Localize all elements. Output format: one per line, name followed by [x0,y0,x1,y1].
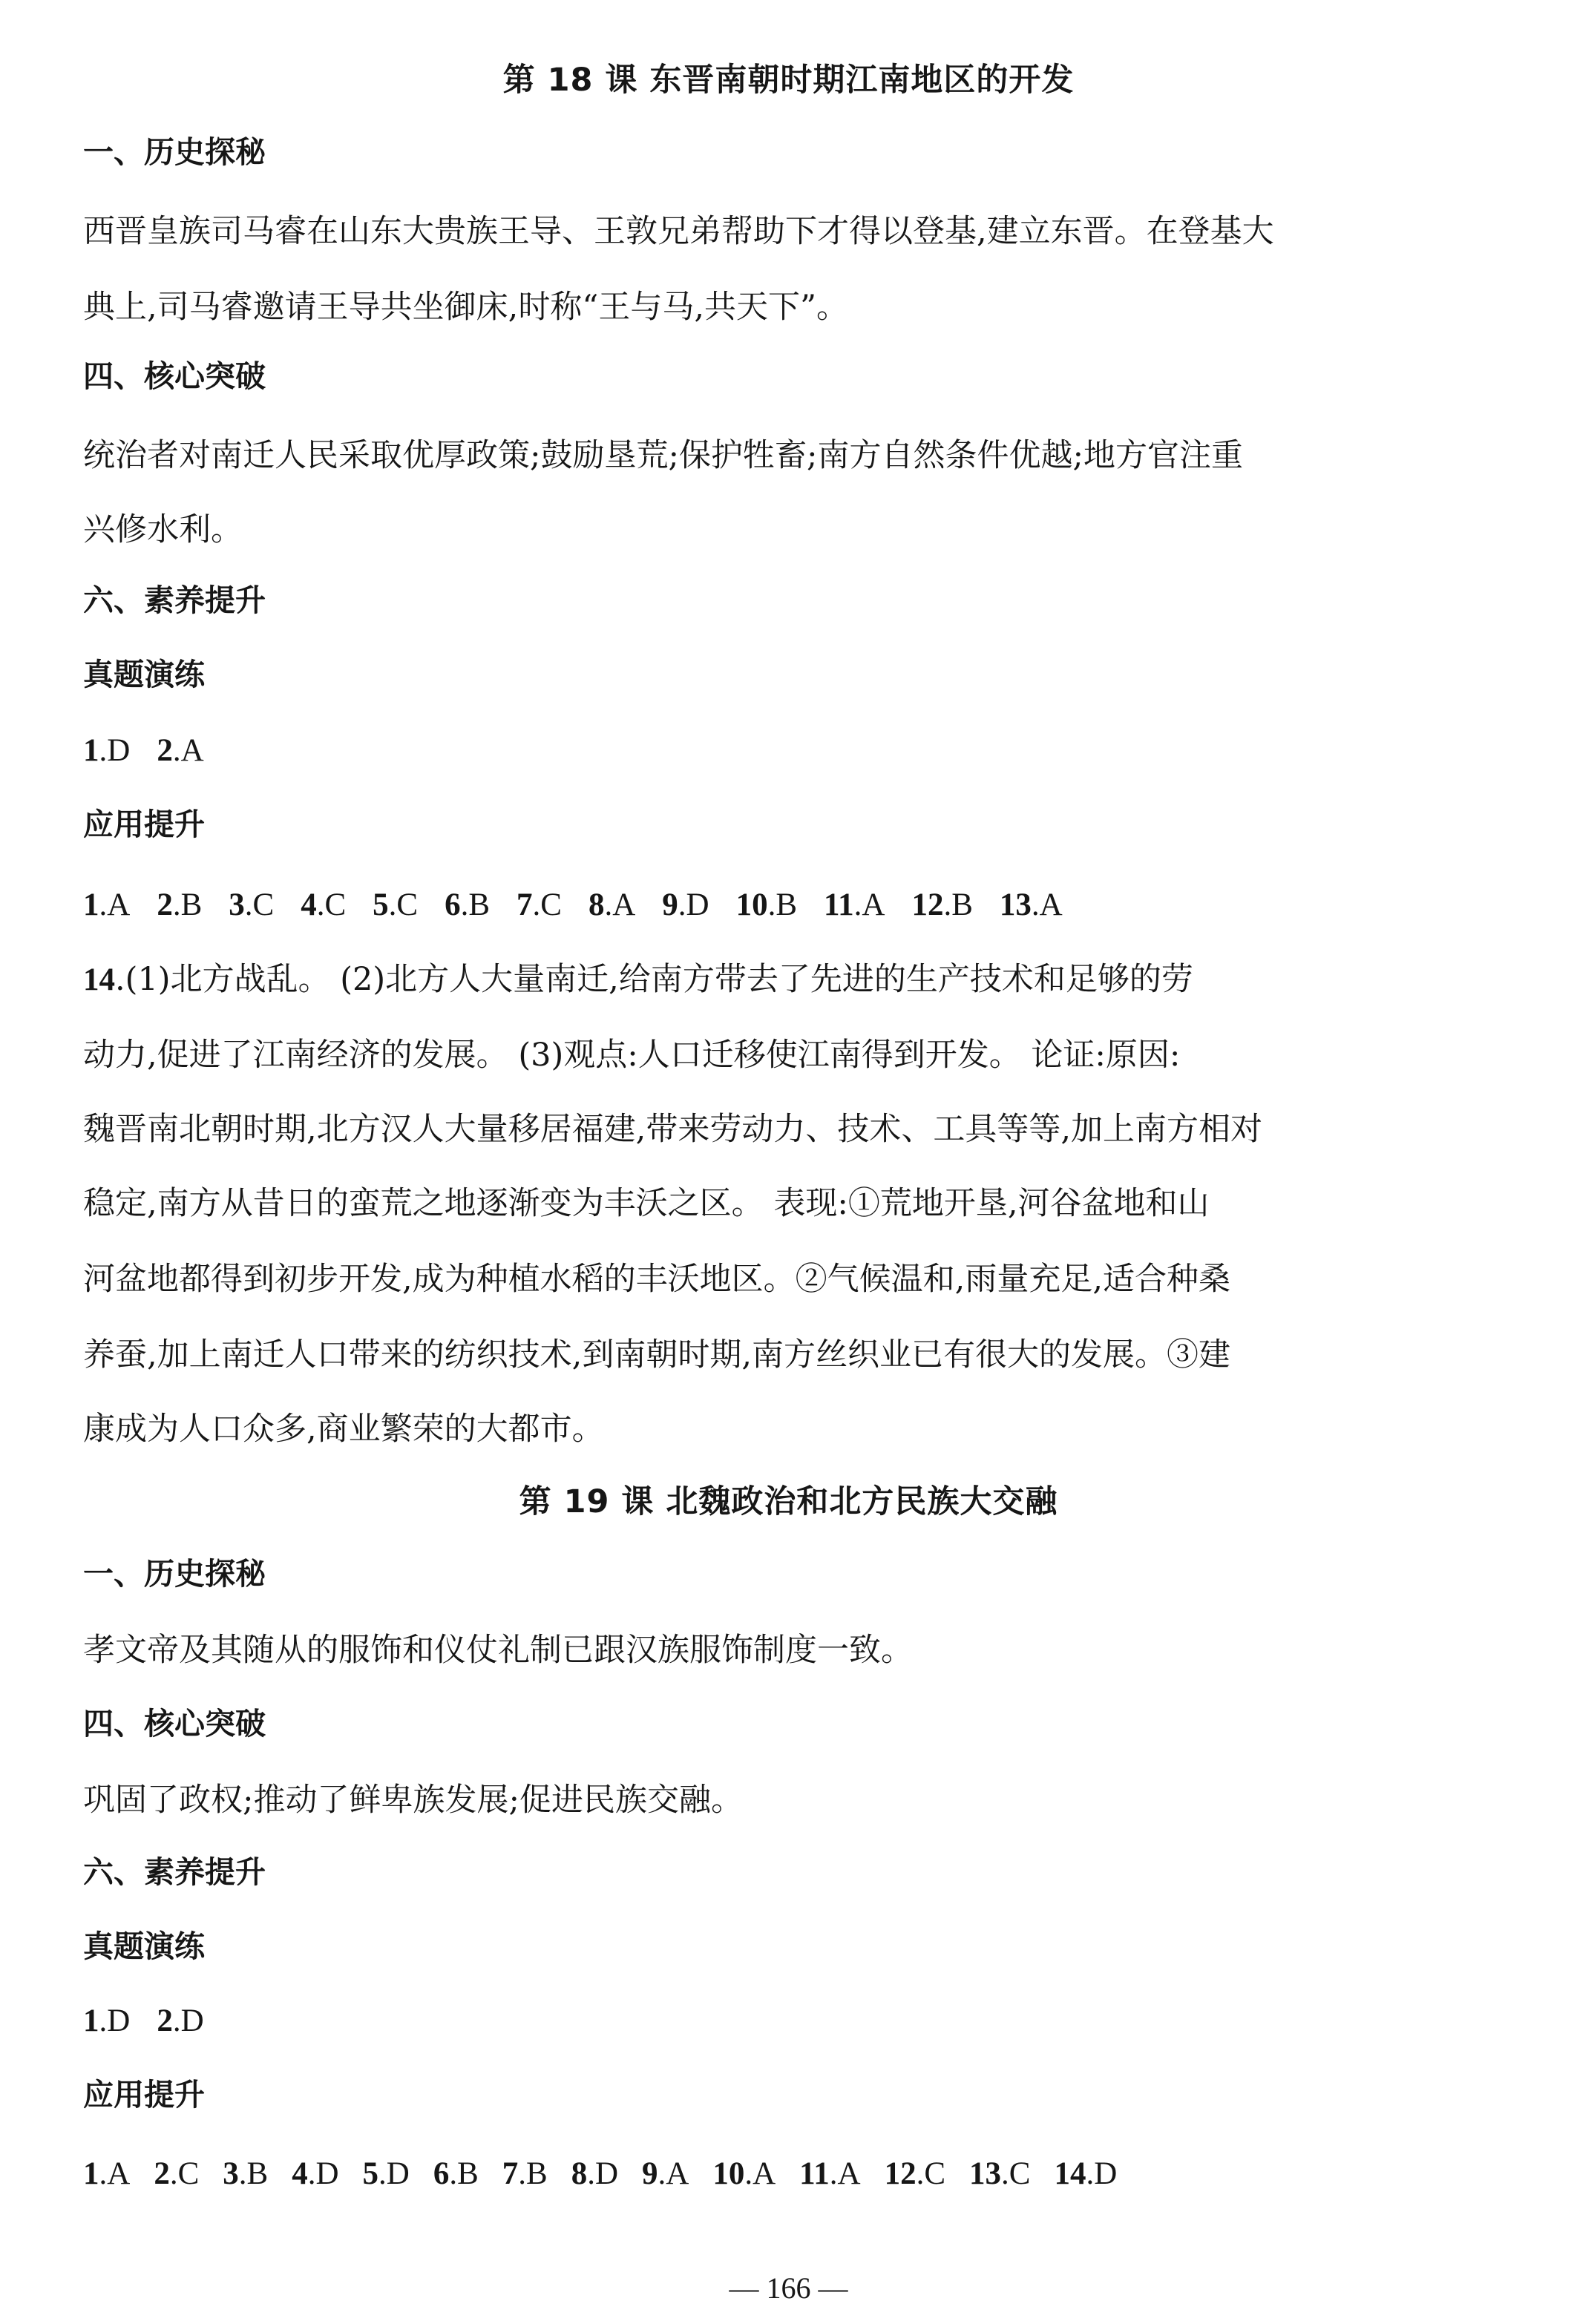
l18-zhenti-head: 真题演练 [83,657,205,692]
answer-item: 8.D [571,2156,618,2191]
answer-item: 2.A [157,733,204,768]
answer-item: 14.D [1054,2156,1118,2191]
l18-history-line-1: 西晋皇族司马睿在山东大贵族王导、王敦兄弟帮助下才得以登基,建立东晋。在登基大 [83,213,1274,250]
answer-item: 5.D [362,2156,410,2191]
answer-item: 6.B [445,887,490,922]
l18-yingyong-head: 应用提升 [83,807,205,842]
answer-item: 7.C [517,887,562,922]
l18-yingyong-answers [83,883,1089,928]
answer-item: 6.B [433,2156,479,2191]
answer-item: 1.D [83,733,131,768]
answer-item: 11.A [799,2156,861,2191]
l18-q14-line-1: 14.(1)北方战乱。 (2)北方人大量南迁,给南方带去了先进的生产技术和足够的劳 [83,961,1193,998]
lesson-18-title: 第 18 课 东晋南朝时期江南地区的开发 [502,62,1075,99]
answer-item: 12.C [884,2156,946,2191]
l19-zhenti-answers [83,1999,231,2044]
answer-item: 4.D [292,2156,339,2191]
answer-item: 13.C [969,2156,1031,2191]
answer-item: 9.A [642,2156,689,2191]
l18-core-line-1: 统治者对南迁人民采取优厚政策;鼓励垦荒;保护牲畜;南方自然条件优越;地方官注重 [83,437,1243,474]
l19-yingyong-answers [83,2152,1117,2196]
l18-section-core-head: 四、核心突破 [83,358,266,394]
l19-section-history-head: 一、历史探秘 [83,1556,266,1592]
l18-zhenti-answers [83,729,231,773]
l18-q14-line-4: 稳定,南方从昔日的蛮荒之地逐渐变为丰沃之区。 表现:①荒地开垦,河谷盆地和山 [83,1185,1210,1222]
l18-q14-line-6: 养蚕,加上南迁人口带来的纺织技术,到南朝时期,南方丝织业已有很大的发展。③建 [83,1336,1231,1373]
l18-q14-line-3: 魏晋南北朝时期,北方汉人大量移居福建,带来劳动力、技术、工具等等,加上南方相对 [83,1111,1263,1148]
answer-item: 7.B [502,2156,548,2191]
answer-item: 13.A [999,887,1063,922]
answer-item: 1.D [83,2003,131,2038]
answer-item: 11.A [824,887,885,922]
answer-item: 1.A [83,887,131,922]
answer-item: 3.B [223,2156,269,2191]
page-number: — 166 — [729,2271,848,2305]
l19-zhenti-head: 真题演练 [83,1929,205,1964]
l18-section-history-head: 一、历史探秘 [83,134,266,170]
answer-item: 12.B [911,887,973,922]
answer-item: 10.A [712,2156,776,2191]
answer-item: 5.C [373,887,419,922]
answer-item: 1.A [83,2156,131,2191]
l18-q14-line-5: 河盆地都得到初步开发,成为种植水稻的丰沃地区。②气候温和,雨量充足,适合种桑 [83,1261,1231,1298]
l19-section-core-head: 四、核心突破 [83,1706,266,1742]
answer-item: 2.D [157,2003,204,2038]
answer-item: 2.C [154,2156,200,2191]
l19-core-line: 巩固了政权;推动了鲜卑族发展;促进民族交融。 [83,1782,743,1819]
answer-item: 4.C [301,887,347,922]
l19-history-line: 孝文帝及其随从的服饰和仪仗礼制已跟汉族服饰制度一致。 [83,1632,913,1669]
answer-item: 2.B [157,887,203,922]
l18-q14-line-7: 康成为人口众多,商业繁荣的大都市。 [83,1411,604,1448]
l19-section-literacy-head: 六、素养提升 [83,1854,266,1890]
answer-item: 8.A [588,887,636,922]
l18-core-line-2: 兴修水利。 [83,511,243,548]
l18-section-literacy-head: 六、素养提升 [83,582,266,618]
l18-q14-line-2: 动力,促进了江南经济的发展。 (3)观点:人口迁移使江南得到开发。 论证:原因: [83,1037,1181,1074]
l18-history-line-2: 典上,司马睿邀请王导共坐御床,时称“王与马,共天下”。 [83,289,848,326]
lesson-19-title: 第 19 课 北魏政治和北方民族大交融 [519,1483,1058,1520]
answer-item: 9.D [662,887,709,922]
l19-yingyong-head: 应用提升 [83,2077,205,2113]
answer-item: 10.B [735,887,797,922]
answer-item: 3.C [229,887,275,922]
